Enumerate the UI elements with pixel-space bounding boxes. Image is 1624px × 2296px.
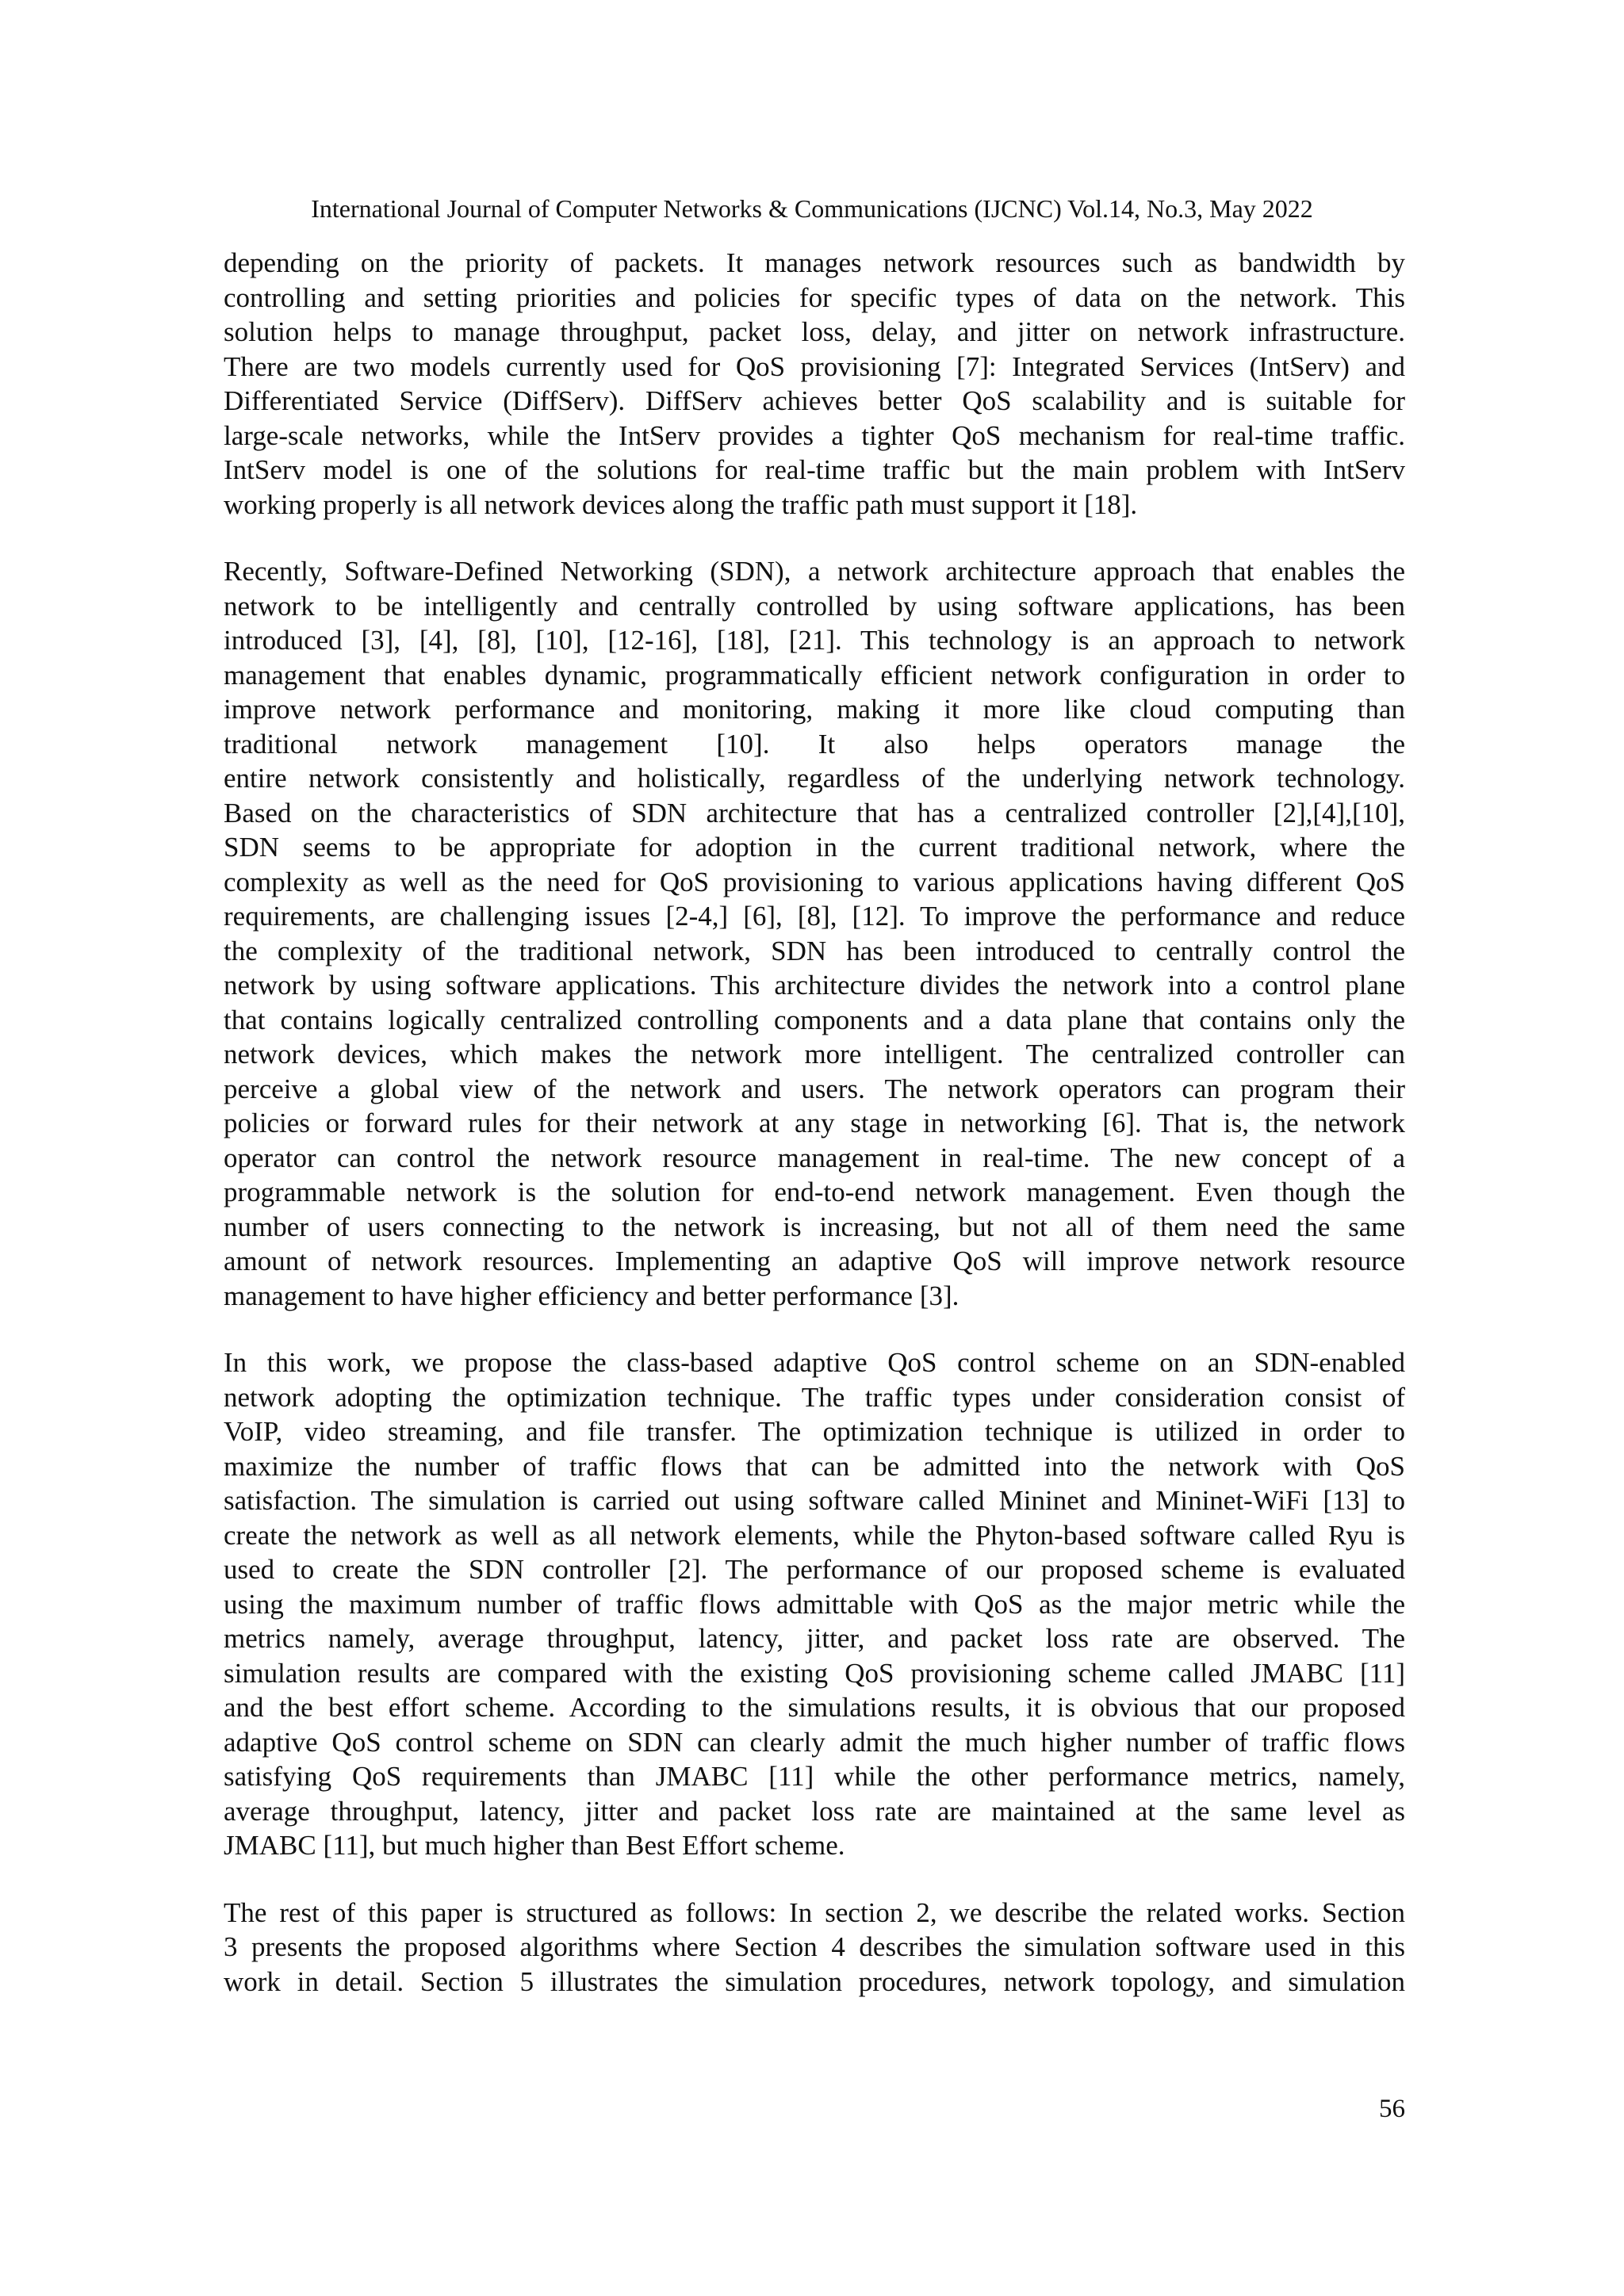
text-line: and the best effort scheme. According to the simulations results, it is obvious that our proposed bbox=[224, 1692, 1405, 1723]
text-line: operator can control the network resource management in real-time. The new concept of a bbox=[224, 1142, 1405, 1173]
text-line: satisfying QoS requirements than JMABC [11] while the other performance metrics, namely, bbox=[224, 1761, 1405, 1792]
text-line: requirements, are challenging issues [2-4,] [6], [8], [12]. To improve the performance and reduce bbox=[224, 901, 1405, 932]
text-line: 3 presents the proposed algorithms where Section 4 describes the simulation software used in this bbox=[224, 1931, 1405, 1962]
text-line: working properly is all network devices along the traffic path must support it [18]. bbox=[224, 488, 1138, 520]
text-line: simulation results are compared with the existing QoS provisioning scheme called JMABC [11] bbox=[224, 1657, 1405, 1689]
text-line: policies or forward rules for their network at any stage in networking [6]. That is, the network bbox=[224, 1108, 1405, 1138]
text-line: Recently, Software-Defined Networking (SDN), a network architecture approach that enables the bbox=[224, 556, 1405, 587]
text-line: management to have higher efficiency and better performance [3]. bbox=[224, 1280, 959, 1311]
page-number: 56 bbox=[1379, 2095, 1405, 2123]
text-line: network by using software applications. This architecture divides the network into a control plane bbox=[224, 970, 1405, 1001]
paragraph bbox=[224, 1345, 1405, 1863]
text-line: programmable network is the solution for end-to-end network management. Even though the bbox=[224, 1177, 1405, 1207]
text-line: number of users connecting to the network is increasing, but not all of them need the same bbox=[224, 1211, 1405, 1242]
text-line: perceive a global view of the network and users. The network operators can program their bbox=[224, 1073, 1405, 1104]
text-line: work in detail. Section 5 illustrates the simulation procedures, network topology, and simulation bbox=[224, 1965, 1405, 1997]
text-line: the complexity of the traditional network, SDN has been introduced to centrally control the bbox=[224, 935, 1405, 966]
text-line: management that enables dynamic, programmatically efficient network configuration in order to bbox=[224, 659, 1405, 691]
text-line: IntServ model is one of the solutions for real-time traffic but the main problem with IntServ bbox=[224, 454, 1405, 485]
text-line: metrics namely, average throughput, latency, jitter, and packet loss rate are observed. The bbox=[224, 1623, 1405, 1654]
text-line: large-scale networks, while the IntServ provides a tighter QoS mechanism for real-time traffic. bbox=[224, 419, 1405, 451]
text-line: adaptive QoS control scheme on SDN can clearly admit the much higher number of traffic flows bbox=[224, 1726, 1405, 1758]
text-line: VoIP, video streaming, and file transfer. The optimization technique is utilized in order to bbox=[224, 1416, 1405, 1447]
text-line: In this work, we propose the class-based adaptive QoS control scheme on an SDN-enabled bbox=[224, 1347, 1405, 1378]
text-line: maximize the number of traffic flows that can be admitted into the network with QoS bbox=[224, 1450, 1405, 1482]
text-line: depending on the priority of packets. It manages network resources such as bandwidth by bbox=[224, 247, 1405, 278]
text-line: entire network consistently and holistically, regardless of the underlying network technology. bbox=[224, 763, 1405, 794]
text-line: improve network performance and monitoring, making it more like cloud computing than bbox=[224, 694, 1405, 725]
text-line: that contains logically centralized controlling components and a data plane that contains only the bbox=[224, 1004, 1405, 1035]
text-line: complexity as well as the need for QoS provisioning to various applications having different QoS bbox=[224, 866, 1405, 897]
text-line: traditional network management [10]. It also helps operators manage the bbox=[224, 728, 1405, 760]
text-line: JMABC [11], but much higher than Best Effort scheme. bbox=[224, 1830, 845, 1861]
paragraph bbox=[224, 1896, 1405, 1999]
text-line: average throughput, latency, jitter and packet loss rate are maintained at the same level as bbox=[224, 1795, 1405, 1827]
running-header: International Journal of Computer Networks & Communications (IJCNC) Vol.14, No.3, May 2022 bbox=[311, 194, 1313, 223]
text-line: network adopting the optimization technique. The traffic types under consideration consist of bbox=[224, 1381, 1405, 1413]
text-line: introduced [3], [4], [8], [10], [12-16], [18], [21]. This technology is an approach to network bbox=[224, 625, 1405, 656]
text-line: create the network as well as all network elements, while the Phyton-based software called Ryu is bbox=[224, 1519, 1405, 1551]
text-line: Based on the characteristics of SDN architecture that has a centralized controller [2],[4],[10], bbox=[224, 797, 1405, 828]
text-line: used to create the SDN controller [2]. The performance of our proposed scheme is evaluated bbox=[224, 1554, 1405, 1585]
text-line: There are two models currently used for QoS provisioning [7]: Integrated Services (IntServ) and bbox=[224, 350, 1405, 382]
text-line: solution helps to manage throughput, packet loss, delay, and jitter on network infrastructure. bbox=[224, 316, 1405, 347]
paragraph bbox=[224, 246, 1405, 522]
text-line: controlling and setting priorities and policies for specific types of data on the network. This bbox=[224, 281, 1405, 313]
body-text bbox=[224, 246, 1405, 2031]
text-line: SDN seems to be appropriate for adoption in the current traditional network, where the bbox=[224, 832, 1405, 863]
text-line: network to be intelligently and centrally controlled by using software applications, has been bbox=[224, 590, 1405, 622]
text-line: amount of network resources. Implementing an adaptive QoS will improve network resource bbox=[224, 1246, 1405, 1276]
text-line: Differentiated Service (DiffServ). DiffServ achieves better QoS scalability and is suitable for bbox=[224, 385, 1405, 416]
text-line: network devices, which makes the network more intelligent. The centralized controller can bbox=[224, 1039, 1405, 1070]
text-line: satisfaction. The simulation is carried out using software called Mininet and Mininet-WiFi [13] to bbox=[224, 1485, 1405, 1516]
paragraph bbox=[224, 554, 1405, 1313]
text-line: The rest of this paper is structured as follows: In section 2, we describe the related works. Section bbox=[224, 1896, 1405, 1928]
text-line: using the maximum number of traffic flows admittable with QoS as the major metric while the bbox=[224, 1588, 1405, 1620]
